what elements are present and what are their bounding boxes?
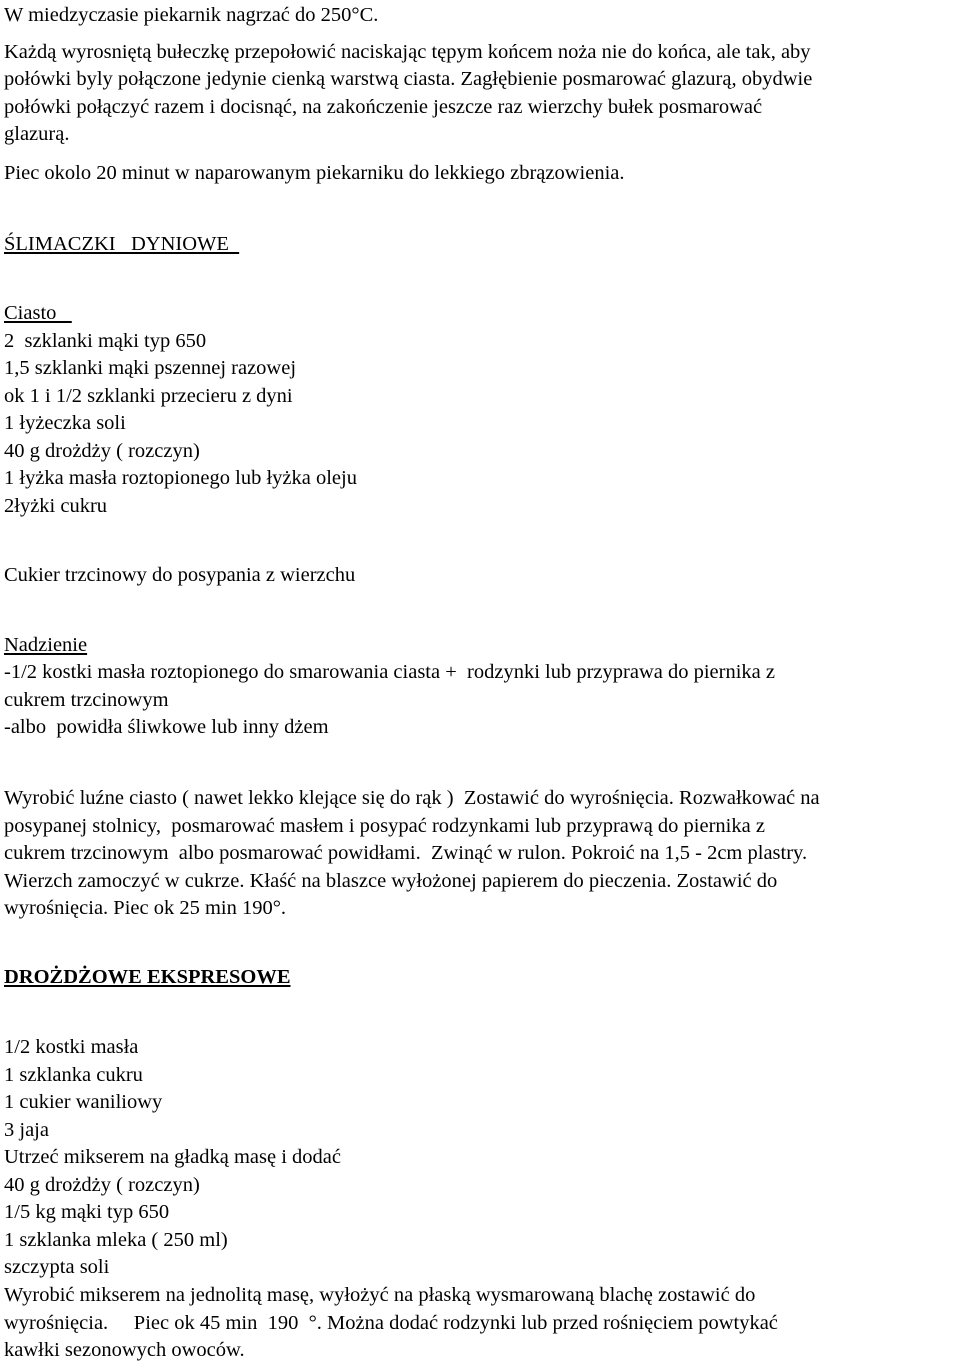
ingredient-item: ok 1 i 1/2 szklanki przecieru z dyni [4, 385, 293, 407]
filling-line: cukrem trzcinowym [4, 689, 169, 711]
intro-line: Piec okolo 20 minut w naparowanym piekarniku do lekkiego zbrązowienia. [4, 162, 625, 184]
recipe-title: DROŻDŻOWE EKSPRESOWE [4, 966, 291, 988]
method-line: cukrem trzcinowym albo posmarować powidłami. Zwinąć w rulon. Pokroić na 1,5 - 2cm plastry. [4, 842, 808, 864]
ingredient-item: 40 g drożdży ( rozczyn) [4, 440, 200, 462]
intro-line: Każdą wyrosniętą bułeczkę przepołowić naciskając tępym końcem noża nie do końca, ale tak, aby [4, 41, 811, 63]
recipe-line: 40 g drożdży ( rozczyn) [4, 1174, 200, 1196]
recipe-title: ŚLIMACZKI DYNIOWE [4, 233, 240, 255]
section-heading-dough: Ciasto [4, 302, 72, 324]
recipe-line: 3 jaja [4, 1119, 49, 1141]
recipe-line: 1/5 kg mąki typ 650 [4, 1201, 170, 1223]
filling-line: -albo powidła śliwkowe lub inny dżem [4, 716, 329, 738]
recipe-line: szczypta soli [4, 1256, 110, 1278]
method-line: Wierzch zamoczyć w cukrze. Kłaść na blaszce wyłożonej papierem do pieczenia. Zostawić do [4, 870, 778, 892]
recipe-line: 1 cukier waniliowy [4, 1091, 163, 1113]
intro-line: W miedzyczasie piekarnik nagrzać do 250°C. [4, 4, 379, 26]
filling-line: -1/2 kostki masła roztopionego do smarowania ciasta + rodzynki lub przyprawa do piernika z [4, 661, 775, 683]
ingredient-item: 1 łyżeczka soli [4, 412, 126, 434]
recipe-line: wyrośnięcia. Piec ok 45 min 190 °. Można dodać rodzynki lub przed rośnięciem powtykać [4, 1312, 778, 1334]
method-line: Wyrobić luźne ciasto ( nawet lekko klejące się do rąk ) Zostawić do wyrośnięcia. Rozwałkować na [4, 787, 820, 809]
recipe-line: Wyrobić mikserem na jednolitą masę, wyłożyć na płaską wysmarowaną blachę zostawić do [4, 1284, 756, 1306]
ingredient-item: 2 szklanki mąki typ 650 [4, 330, 207, 352]
intro-line: połówki byly połączone jedynie cienką warstwą ciasta. Zagłębienie posmarować glazurą, obydwie [4, 68, 813, 90]
recipe-line: 1/2 kostki masła [4, 1036, 139, 1058]
ingredient-item: 2łyżki cukru [4, 495, 108, 517]
topping-note: Cukier trzcinowy do posypania z wierzchu [4, 564, 356, 586]
recipe-line: kawłki sezonowych owoców. [4, 1339, 245, 1361]
intro-line: glazurą. [4, 123, 70, 145]
method-line: posypanej stolnicy, posmarować masłem i posypać rodzynkami lub przyprawą do piernika z [4, 815, 765, 837]
method-line: wyrośnięcia. Piec ok 25 min 190°. [4, 897, 287, 919]
recipe-line: Utrzeć mikserem na gładką masę i dodać [4, 1146, 341, 1168]
section-heading-filling: Nadzienie [4, 634, 88, 656]
ingredient-item: 1 łyżka masła roztopionego lub łyżka oleju [4, 467, 357, 489]
ingredient-item: 1,5 szklanki mąki pszennej razowej [4, 357, 297, 379]
recipe-line: 1 szklanka cukru [4, 1064, 143, 1086]
recipe-line: 1 szklanka mleka ( 250 ml) [4, 1229, 228, 1251]
intro-line: połówki połączyć razem i docisnąć, na zakończenie jeszcze raz wierzchy bułek posmarować [4, 96, 763, 118]
